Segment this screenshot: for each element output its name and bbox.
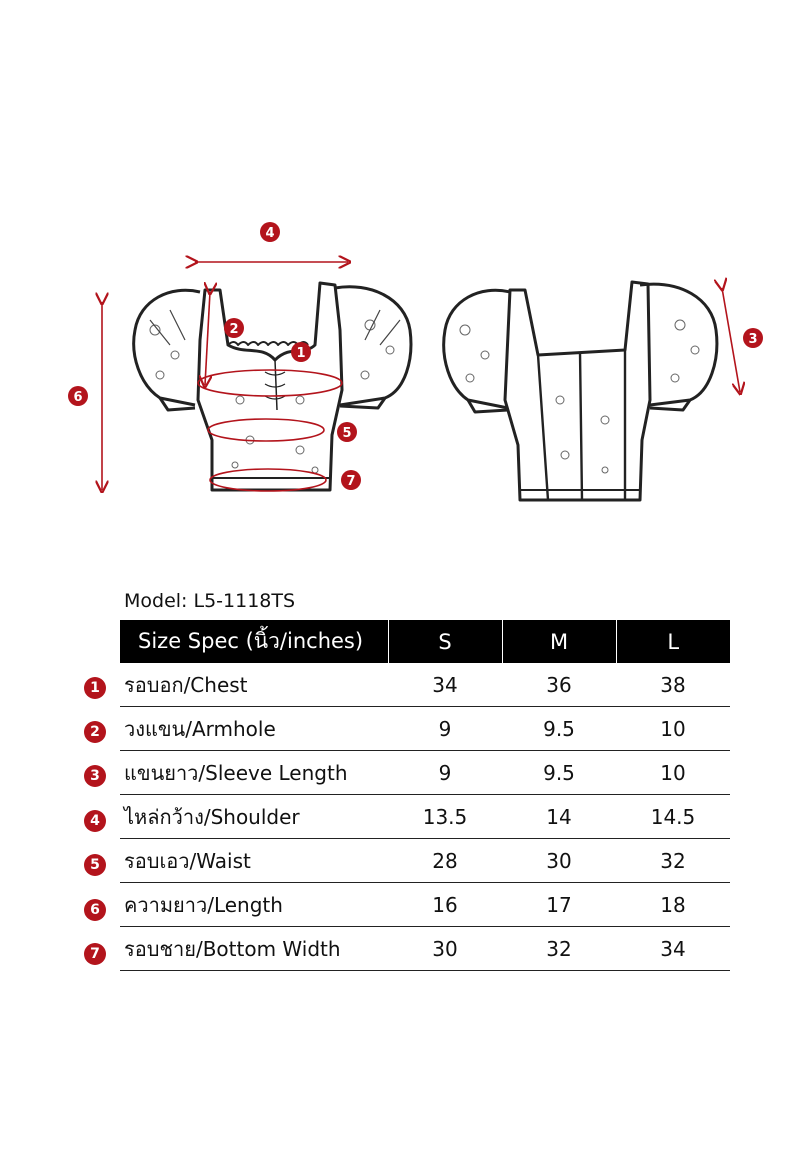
row-number-badge: 3 [84, 765, 106, 787]
row-number-badge: 4 [84, 810, 106, 832]
bottom-ellipse [210, 469, 326, 491]
row-number-badge: 2 [84, 721, 106, 743]
table-row [120, 795, 730, 839]
cell-l: 18 [616, 883, 730, 927]
header-l: L [616, 620, 730, 663]
table-row [120, 927, 730, 971]
waist-ellipse [208, 419, 324, 441]
back-view-sketch [444, 282, 717, 500]
cell-s: 9 [388, 707, 502, 751]
row-label: ไหล่กว้าง/Shoulder [120, 795, 388, 839]
callout-5 [337, 422, 357, 442]
cell-m: 9.5 [502, 707, 616, 751]
callout-6 [68, 386, 88, 406]
row-number-badge: 7 [84, 943, 106, 965]
cell-m: 36 [502, 663, 616, 707]
cell-s: 30 [388, 927, 502, 971]
table-header-row [120, 620, 730, 663]
header-m: M [502, 620, 616, 663]
svg-text:7: 7 [346, 474, 356, 489]
cell-m: 32 [502, 927, 616, 971]
cell-l: 32 [616, 839, 730, 883]
armhole-arrow [205, 292, 210, 385]
svg-text:5: 5 [342, 426, 352, 441]
callout-1 [291, 342, 311, 362]
cell-m: 30 [502, 839, 616, 883]
table-row [120, 663, 730, 707]
table-row [120, 751, 730, 795]
cell-l: 34 [616, 927, 730, 971]
row-number-badge: 5 [84, 854, 106, 876]
table-row [120, 839, 730, 883]
sleeve-arrow [722, 288, 740, 392]
svg-text:2: 2 [229, 322, 239, 337]
callout-3 [743, 328, 763, 348]
row-label: รอบอก/Chest [120, 663, 388, 707]
cell-m: 9.5 [502, 751, 616, 795]
cell-l: 10 [616, 751, 730, 795]
row-label: แขนยาว/Sleeve Length [120, 751, 388, 795]
cell-s: 34 [388, 663, 502, 707]
garment-diagram [0, 0, 800, 540]
row-label: ความยาว/Length [120, 883, 388, 927]
header-s: S [388, 620, 502, 663]
table-row [120, 883, 730, 927]
cell-l: 10 [616, 707, 730, 751]
cell-s: 16 [388, 883, 502, 927]
cell-s: 13.5 [388, 795, 502, 839]
cell-s: 9 [388, 751, 502, 795]
size-spec-table [120, 620, 730, 971]
front-view-sketch [134, 283, 411, 490]
cell-s: 28 [388, 839, 502, 883]
row-number-badge: 6 [84, 899, 106, 921]
row-number-badge: 1 [84, 677, 106, 699]
callout-7 [341, 470, 361, 490]
cell-m: 14 [502, 795, 616, 839]
svg-text:3: 3 [748, 332, 758, 347]
table-row [120, 707, 730, 751]
row-label: รอบชาย/Bottom Width [120, 927, 388, 971]
svg-text:1: 1 [296, 346, 306, 361]
svg-text:4: 4 [265, 226, 275, 241]
callout-2 [224, 318, 244, 338]
row-label: รอบเอว/Waist [120, 839, 388, 883]
header-size-spec: Size Spec (นิ้ว/inches) [120, 620, 388, 663]
cell-l: 14.5 [616, 795, 730, 839]
callout-4 [260, 222, 280, 242]
svg-text:6: 6 [73, 390, 83, 405]
cell-m: 17 [502, 883, 616, 927]
model-label: Model: L5-1118TS [124, 590, 296, 612]
cell-l: 38 [616, 663, 730, 707]
row-label: วงแขน/Armhole [120, 707, 388, 751]
